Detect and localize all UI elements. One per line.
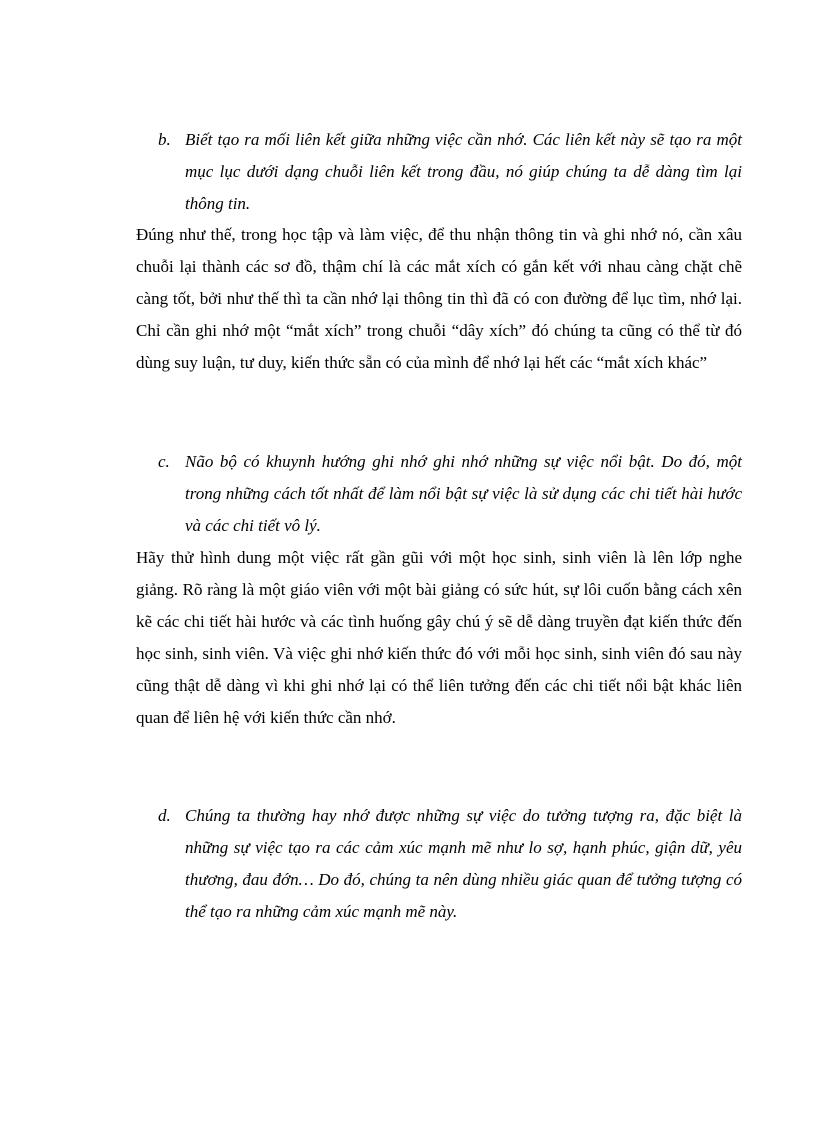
paragraph-chain-links: Đúng như thế, trong học tập và làm việc, để thu nhận thông tin và ghi nhớ nó, cần xâu chuỗi lại thành các sơ đồ, thậm chí là các mắt xích có gắn kết với nhau càng chặt chẽ càng tốt, bởi như thế thì ta cần nhớ lại thông tin thì đã có con đường để lục tìm, nhớ lại. Chỉ cần ghi nhớ một “mắt xích” trong chuỗi “dây xích” đó chúng ta cũng có thể từ đó dùng suy luận, tư duy, kiến thức sẵn có của mình để nhớ lại hết các “mắt xích khác”: [136, 225, 742, 372]
list-item-c: [158, 446, 742, 542]
paragraph-lecture-example: Hãy thử hình dung một việc rất gần gũi với một học sinh, sinh viên là lên lớp nghe giảng. Rõ ràng là một giáo viên với một bài giảng có sức hút, sự lôi cuốn bằng cách xên kẽ các chi tiết hài hước và các tình huống gây chú ý sẽ dễ dàng truyền đạt kiến thức đến học sinh, sinh viên. Và việc ghi nhớ kiến thức đó với mỗi học sinh, sinh viên đó sau này cũng thật dễ dàng vì khi ghi nhớ lại có thể liên tưởng đến các chi tiết nổi bật khác liên quan để liên hệ với kiến thức cần nhớ.: [136, 548, 742, 727]
list-text-b: Biết tạo ra mối liên kết giữa những việc cần nhớ. Các liên kết này sẽ tạo ra một mục lục dưới dạng chuỗi liên kết trong đầu, nó giúp chúng ta dễ dàng tìm lại thông tin.: [185, 130, 742, 213]
list-marker-d: d.: [158, 806, 171, 825]
list-item-d: [158, 800, 742, 928]
list-text-d: Chúng ta thường hay nhớ được những sự việc do tưởng tượng ra, đặc biệt là những sự việc tạo ra các cảm xúc mạnh mẽ như lo sợ, hạnh phúc, giận dữ, yêu thương, đau đớn… Do đó, chúng ta nên dùng nhiều giác quan để tưởng tượng có thể tạo ra những cảm xúc mạnh mẽ này.: [185, 806, 742, 921]
list-item-b: [158, 124, 742, 220]
list-text-c: Não bộ có khuynh hướng ghi nhớ ghi nhớ những sự việc nổi bật. Do đó, một trong những cách tốt nhất để làm nổi bật sự việc là sử dụng các chi tiết hài hước và các chi tiết vô lý.: [185, 452, 742, 535]
list-marker-c: c.: [158, 452, 170, 471]
list-marker-b: b.: [158, 130, 171, 149]
